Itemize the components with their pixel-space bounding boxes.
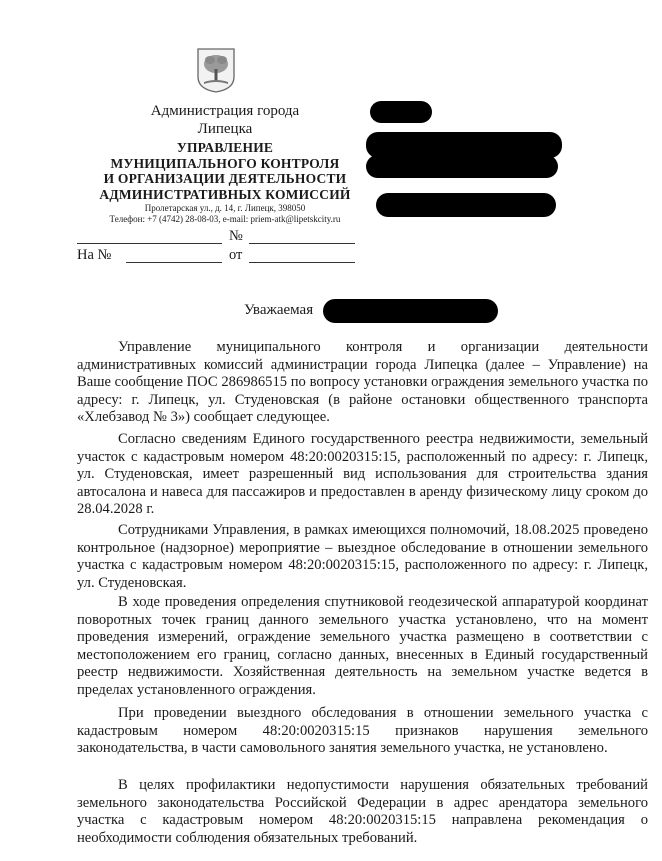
number-label: № <box>229 228 243 244</box>
redaction-bar <box>370 101 432 123</box>
number-blank-line <box>249 243 355 244</box>
reference-number-label: На № <box>77 247 112 263</box>
city-coat-of-arms <box>196 47 236 93</box>
body-paragraph: В ходе проведения определения спутниковой геодезической аппаратурой координат поворотных точек границ данного земельного участка установлено, что на момент проведения измерений, ограждение земельного участка размещено в соответствии с местоположением его границ, согласно данных, внесенных в Единый государственный реестр недвижимости. Хозяйственная деятельность на земельном участке ведется в пределах установленного ограждения. <box>77 594 648 698</box>
body-paragraph: При проведении выездного обследования в отношении земельного участка с кадастровым номером 48:20:0020315:15 признаков нарушения земельного законодательства, в части самовольного занятия земельного участка, не установлено. <box>77 705 648 757</box>
department-contacts: Телефон: +7 (4742) 28-08-03, e-mail: priem-atk@lipetskcity.ru <box>109 214 341 224</box>
redaction-bar <box>366 155 558 178</box>
body-paragraph: Сотрудниками Управления, в рамках имеющихся полномочий, 18.08.2025 проведено контрольное (надзорное) мероприятие – выездное обследование в отношении земельного участка с кадастровым номером 48:20:0020315:15, расположенного по адресу: г. Липецк, ул. Студеновская. <box>77 522 648 591</box>
department-name-line: МУНИЦИПАЛЬНОГО КОНТРОЛЯ <box>110 155 340 171</box>
date-blank-line <box>77 243 222 244</box>
body-paragraph: Управление муниципального контроля и организации деятельности административных комиссий администрации города Липецка (далее – Управление) на Ваше сообщение ПОС 286986515 по вопросу установки ограждения земельного участка по адресу: г. Липецк, ул. Студеновская (в районе остановки общественного транспорта «Хлебзавод № 3») сообщает следующее. <box>77 339 648 426</box>
department-name-line: АДМИНИСТРАТИВНЫХ КОМИССИЙ <box>99 186 351 202</box>
department-name-line: УПРАВЛЕНИЕ <box>176 140 274 155</box>
reference-number-blank-line <box>126 262 222 263</box>
administration-title: Администрация города <box>150 103 300 119</box>
department-address: Пролетарская ул., д. 14, г. Липецк, 398050 <box>144 203 306 213</box>
administration-city: Липецка <box>197 121 253 137</box>
body-paragraph: Согласно сведениям Единого государственного реестра недвижимости, земельный участок с кадастровым номером 48:20:0020315:15, расположенный по адресу: г. Липецк, ул. Студеновская, имеет разрешенный вид использования для строительства здания автосалона и навеса для пассажиров и предоставлен в аренду физическому лицу сроком до 28.04.2028 г. <box>77 431 648 518</box>
redaction-bar <box>323 299 498 323</box>
redaction-bar <box>376 193 556 217</box>
department-name-line: И ОРГАНИЗАЦИИ ДЕЯТЕЛЬНОСТИ <box>103 171 347 186</box>
greeting: Уважаемая <box>244 302 314 318</box>
reference-date-label: от <box>229 247 243 263</box>
body-paragraph: В целях профилактики недопустимости нарушения обязательных требований земельного законодательства Российской Федерации в адрес арендатора земельного участка с кадастровым номером 48:20:0020315:15 направлена рекомендация о необходимости соблюдения обязательных требований. <box>77 777 648 846</box>
reference-date-blank-line <box>249 262 355 263</box>
